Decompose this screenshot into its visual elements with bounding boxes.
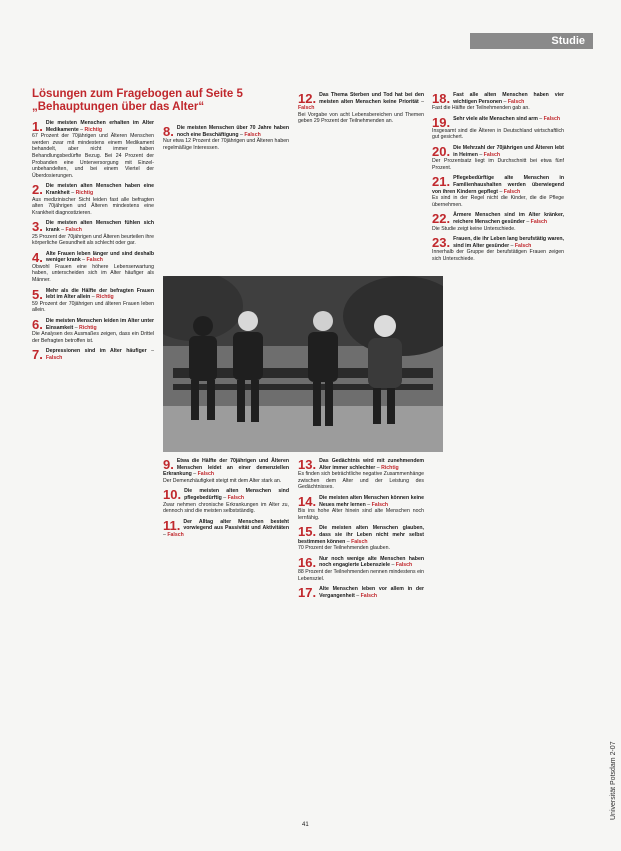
item-question: Depressionen sind im Alter häufiger [45,348,147,355]
item-answer: Falsch [167,531,184,538]
item-answer: Falsch [371,501,389,508]
item-question: Sehr viele alte Menschen sind arm [453,115,538,122]
answer-item: 1. Die meisten Menschen erhalten im Alter Medikamente – Richtig 67 Prozent der 70jährigen und Älteren Menschen werden zwar mit mindestens einem Medikament behandelt, aber nicht immer haben Behandlungsbedürfte Bezug. Bei 24 Prozent der Probanden eine Unterversorgung mit Einzel-unbehandelten, und bei einem Viertel der Überdosierungen. [32,119,154,179]
item-question: Die meisten alten Menschen fühlen sich krank [45,220,154,233]
item-number: 14. [298,493,317,509]
item-number: 8. [163,124,174,139]
item-question: Die meisten Menschen erhalten im Alter Medikamente [45,120,154,133]
item-answer: Falsch [351,538,368,545]
text-column-4 [432,92,564,822]
item-explanation: Der Prozentsatz liegt im Durchschnitt bei etwa fünf Prozent. [432,158,564,171]
answer-item: 22. Ärmere Menschen sind im Alter kränker, reichere Menschen gesünder – Falsch Die Studie zeigt keine Unterschiede. [432,211,564,232]
item-number: 11. [163,517,181,533]
item-number: 3. [32,219,43,235]
answer-item: 10. Die meisten alten Menschen sind pflegebedürftig – Falsch Zwar nehmen chronische Erkrankungen im Alter zu, dennoch sind die meisten selbstständig. [163,487,289,515]
item-question: Frauen, die ihr Leben lang berufstätig waren, sind im Alter gesünder [453,236,564,249]
item-answer: Falsch [503,188,521,195]
item-explanation: Aus medizinischer Sicht leiden fast alle befragten alten 70jährigen und Älteren mindestens eine Krankheit diagnostizieren. [32,196,154,216]
item-explanation: 88 Prozent der Teilnehmenden nennen mindestens ein Lebensziel. [298,568,424,582]
item-number: 2. [32,182,43,198]
item-question: Die meisten alten Menschen haben eine Krankheit [45,183,154,196]
answer-item: 18. Fast alle alten Menschen haben vier wichtigen Personen – Falsch Fast die Hälfte der Teilnehmenden gab an. [432,91,564,112]
item-explanation: Der Demenzhäufigkeit steigt mit dem Alter stark an. [163,477,282,484]
item-answer: Falsch [360,592,378,599]
item-question: Nur noch wenige alte Menschen haben noch engagierte Lebensziele [319,555,424,569]
item-explanation: Die Analysen des Ausmaßes zeigen, dass ein Drittel der Befragten betroffen ist. [32,331,154,344]
item-question: Die meisten Menschen leiden im Alter unter Einsamkeit [45,318,154,331]
answer-item: 7. Depressionen sind im Alter häufiger – Falsch [32,347,155,363]
item-explanation: Die Studie zeigt keine Unterschiede. [432,225,516,232]
item-answer: Falsch [45,355,63,361]
item-answer: Falsch [65,226,82,233]
item-explanation: 59 Prozent der 70jährigen und älteren Frauen leben allein. [32,300,154,314]
item-question: Die meisten alten Menschen können keine Neues mehr lernen [319,494,424,508]
item-number: 5. [32,286,43,302]
answer-item: 14. Die meisten alten Menschen können keine Neues mehr lernen – Falsch Bis ins hohe Alter hinein sind alte Menschen noch lernfähig. [298,493,424,521]
answer-item: 23. Frauen, die ihr Leben lang berufstätig waren, sind im Alter gesünder – Falsch Innerhalb der Gruppe der berufstätigen Frauen zeigen sich Unterschiede. [432,235,564,262]
text-column-3-top [298,92,424,274]
item-explanation: Insgesamt sind die Älteren in Deutschland wirtschaftlich gut gesichert. [432,127,564,141]
title-line-1: Lösungen zum Fragebogen auf Seite 5 [32,88,243,100]
answer-item: 12. Das Thema Sterben und Tod hat bei den meisten alten Menschen keine Priorität – Falsch Bei Vorgabe von acht Lebensbereichen und Themen geben 29 Prozent der Teilnehmenden an. [298,91,425,125]
item-question: Mehr als die Hälfte der befragten Frauen lebt im Alter allein [45,287,154,301]
item-answer: Falsch [197,471,215,478]
item-number: 16. [298,554,317,570]
answer-item: 21. Pflegebedürftige alte Menschen in Familienhaushalten werden überwiegend von ihren Kindern gepflegt – Falsch Es sind in der Regel nicht die Kinder, die die Pflege übernehmen. [432,174,564,208]
answer-item: 5. Mehr als die Hälfte der befragten Frauen lebt im Alter allein – Richtig 59 Prozent der 70jährigen und älteren Frauen leben allein. [32,286,154,314]
item-number: 13. [298,457,317,472]
answer-item: 9. Etwa die Hälfte der 70jährigen und Älteren Menschen leidet an einer demenziellen Erkrankung – Falsch Der Demenzhäufigkeit steigt mit dem Alter stark an. [163,457,289,484]
item-number: 12. [298,91,317,106]
item-answer: Falsch [543,115,561,122]
item-number: 9. [163,457,174,472]
item-number: 17. [298,585,317,601]
answer-item: 16. Nur noch wenige alte Menschen haben noch engagierte Lebensziele – Falsch 88 Prozent der Teilnehmenden nennen mindestens ein Lebensziel. [298,554,424,582]
item-explanation: Bei Vorgabe von acht Lebensbereichen und Themen geben 29 Prozent der Teilnehmenden an. [298,111,424,125]
item-answer: Falsch [395,562,413,569]
article-title [32,88,292,114]
item-answer: Richtig [75,189,94,196]
bench-photo-illustration [163,276,443,452]
item-answer: Falsch [483,151,501,158]
answer-item: 3. Die meisten alten Menschen fühlen sich krank – Falsch 25 Prozent der 70jährigen und Älteren beurteilen ihre körperliche Gesundheit als schlecht oder gar. [32,219,154,247]
item-explanation: Fast die Hälfte der Teilnehmenden gab an. [432,105,530,112]
item-question: Das Gedächtnis wird mit zunehmendem Alter immer schlechter [319,458,424,471]
item-number: 15. [298,524,317,540]
item-answer: Richtig [79,324,97,331]
item-answer: Richtig [84,126,103,133]
item-question: Die meisten alten Menschen glauben, dass sie ihr Leben nicht mehr selbst bestimmen können [298,525,424,545]
item-number: 1. [32,119,43,134]
item-explanation: Es sind in der Regel nicht die Kinder, die die Pflege übernehmen. [432,195,564,208]
side-caption [598,660,617,820]
item-explanation: Innerhalb der Gruppe der berufstätigen Frauen zeigen sich Unterschiede. [432,249,564,262]
item-number: 20. [432,143,451,159]
item-number: 23. [432,235,451,251]
text-column-2-top [163,125,289,275]
side-caption-text: Universität Potsdam 2-07 [610,741,617,820]
item-number: 21. [432,174,451,190]
answer-item: 19. Sehr viele alte Menschen sind arm – Falsch Insgesamt sind die Älteren in Deutschland wirtschaftlich gut gesichert. [432,114,564,141]
item-explanation: Nur etwa 12 Prozent der 70jährigen und Älteren haben regelmäßige Interessen. [163,138,289,151]
item-answer: Falsch [507,98,525,105]
item-number: 18. [432,91,451,106]
item-answer: Falsch [227,494,245,501]
item-question: Die meisten Menschen über 70 Jahre haben noch eine Beschäftigung [176,125,289,138]
item-number: 22. [432,211,451,227]
item-question: Das Thema Sterben und Tod hat bei den meisten alten Menschen keine Priorität [319,92,424,105]
item-question: Ärmere Menschen sind im Alter kränker, reichere Menschen gesünder [453,212,564,225]
answer-item: 8. Die meisten Menschen über 70 Jahre haben noch eine Beschäftigung – Falsch Nur etwa 12 Prozent der 70jährigen und Älteren haben regelmäßige Interessen. [163,124,289,151]
section-header: Studie [470,33,593,49]
item-question: Alte Frauen leben länger und sind deshalb weniger krank [45,250,154,264]
answer-item: 20. Die Mehrzahl der 70jährigen und Älteren lebt in Heimen – Falsch Der Prozentsatz liegt im Durchschnitt bei etwa fünf Prozent. [432,143,564,171]
page-number: 41 [302,822,309,828]
title-line-2: „Behauptungen über das Alter“ [32,101,205,113]
item-question: Alte Menschen leben vor allem in der Vergangenheit [319,586,424,599]
item-explanation: Bis ins hohe Alter hinein sind alte Menschen noch lernfähig. [298,508,424,521]
item-answer: Richtig [96,294,114,301]
item-answer: Falsch [298,105,315,112]
text-column-2-bottom [163,458,289,818]
answer-item: 15. Die meisten alten Menschen glauben, dass sie ihr Leben nicht mehr selbst bestimmen können – Falsch 70 Prozent der Teilnehmenden glauben. [298,524,424,552]
text-column-1 [32,120,154,820]
answer-item: 4. Alte Frauen leben länger und sind deshalb weniger krank – Falsch Obwohl Frauen eine höhere Lebenserwartung haben, unterscheiden sich im Alter häufiger als Männer. [32,249,154,284]
item-answer: Richtig [381,464,399,471]
item-question: Fast alle alten Menschen haben vier wichtigen Personen [453,92,564,105]
photo-elderly-on-bench [163,276,443,452]
item-number: 7. [32,347,43,363]
answer-item: 17. Alte Menschen leben vor allem in der Vergangenheit – Falsch [298,585,424,601]
text-column-3-bottom [298,458,424,818]
answer-item: 13. Das Gedächtnis wird mit zunehmendem Alter immer schlechter – Richtig Es finden sich beträchtliche negative Zusammenhänge zwischen dem Alter und der Leistung des Gedächtnisses. [298,457,425,491]
item-number: 19. [432,114,451,130]
answer-item: 6. Die meisten Menschen leiden im Alter unter Einsamkeit – Richtig Die Analysen des Ausmaßes zeigen, dass ein Drittel der Befragten betroffen ist. [32,317,154,344]
answer-item: 11. Der Alltag alter Menschen besteht vorwiegend aus Passivität und Aktivitäten – Falsch [163,517,289,538]
item-question: Die meisten alten Menschen sind pflegebedürftig [184,488,289,501]
item-answer: Falsch [514,242,532,249]
item-explanation: Zwar nehmen chronische Erkrankungen im Alter zu, dennoch sind die meisten selbstständig. [163,501,289,515]
item-answer: Falsch [244,131,261,138]
item-explanation: 25 Prozent der 70jährigen und Älteren beurteilen ihre körperliche Gesundheit als schlecht oder gar. [32,233,154,247]
item-question: Die Mehrzahl der 70jährigen und Älteren lebt in Heimen [453,144,564,158]
item-number: 4. [32,249,43,265]
item-explanation: Obwohl Frauen eine höhere Lebenserwartung haben, unterscheiden sich im Alter häufiger als Männer. [32,263,154,284]
item-number: 6. [32,317,43,333]
item-question: Der Alltag alter Menschen besteht vorwiegend aus Passivität und Aktivitäten [183,518,289,532]
answer-item: 2. Die meisten alten Menschen haben eine Krankheit – Richtig Aus medizinischer Sicht leiden fast alle befragten alten 70jährigen und Älteren mindestens eine Krankheit diagnostizieren. [32,182,154,216]
item-number: 10. [163,487,182,503]
item-question: Etwa die Hälfte der 70jährigen und Älteren Menschen leidet an einer demenziellen Erkrankung [163,458,289,478]
item-answer: Falsch [86,257,103,264]
item-explanation: 70 Prozent der Teilnehmenden glauben. [298,545,390,552]
item-question: Pflegebedürftige alte Menschen in Familienhaushalten werden überwiegend von ihren Kindern gepflegt [432,175,564,195]
item-explanation: 67 Prozent der 70jährigen und Älteren Menschen werden zwar mit mindestens einem Medikament behandelt, aber nicht immer haben Behandlungsbedürfte Bezug. Bei 24 Prozent der Probanden eine Unterversorgung mit Einzel-unbehandelten, und bei einem Viertel der Überdosierungen. [32,133,154,179]
item-explanation: Es finden sich beträchtliche negative Zusammenhänge zwischen dem Alter und der Leistung des Gedächtnisses. [298,471,425,491]
item-answer: Falsch [530,218,548,225]
